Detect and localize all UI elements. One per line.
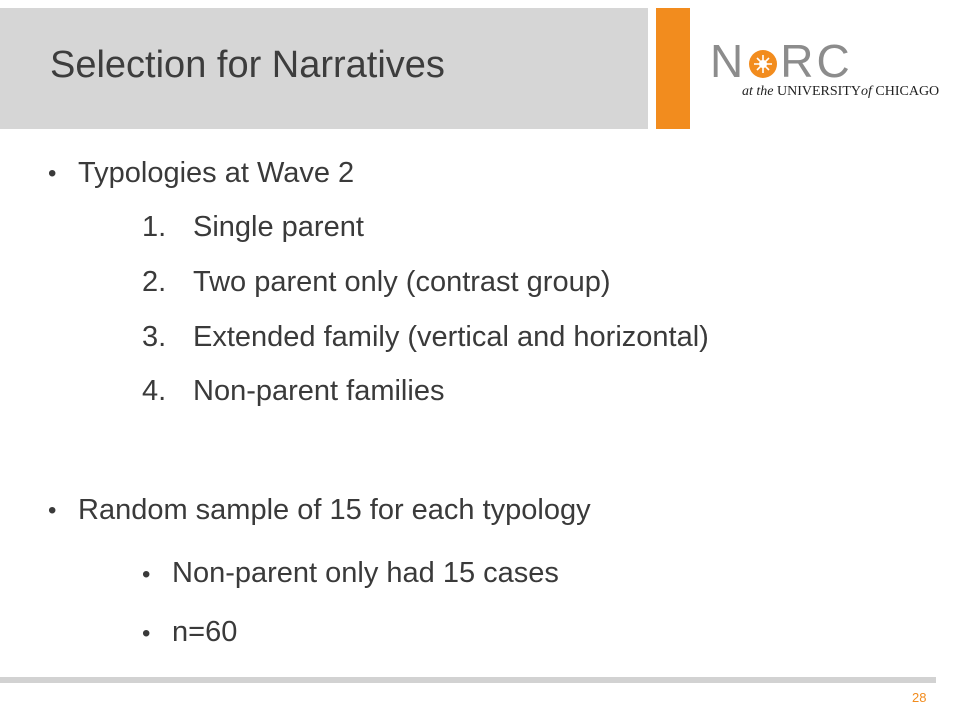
section-heading-typologies: Typologies at Wave 2: [78, 157, 355, 189]
page-number: 28: [912, 690, 927, 705]
list-item: Single parent: [193, 211, 364, 243]
list-item-number: 1.: [142, 211, 167, 243]
logo-letters-rc: RC: [780, 35, 853, 87]
logo-letter-n: N: [710, 35, 747, 87]
list-item: n=60: [172, 616, 238, 648]
list-item: Extended family (vertical and horizontal): [193, 321, 709, 353]
bullet-dot: •: [142, 620, 151, 647]
bullet-dot: •: [48, 497, 57, 524]
logo-sub-chicago: CHICAGO: [871, 84, 940, 99]
list-item-number: 3.: [142, 321, 167, 353]
slide-title: Selection for Narratives: [50, 44, 445, 86]
list-item-number: 2.: [142, 266, 167, 298]
bullet-dot: •: [142, 561, 151, 588]
logo-sub-prefix: at the: [742, 84, 777, 99]
list-item: Non-parent only had 15 cases: [172, 557, 559, 589]
section-heading-sample: Random sample of 15 for each typology: [78, 494, 591, 526]
logo-sub-of: of: [861, 84, 872, 99]
bullet-dot: •: [48, 160, 57, 187]
list-item: Non-parent families: [193, 375, 445, 407]
footer-divider: [0, 677, 936, 683]
logo-sub-university: UNIVERSITY: [777, 84, 861, 99]
list-item: Two parent only (contrast group): [193, 266, 611, 298]
list-item-number: 4.: [142, 375, 167, 407]
